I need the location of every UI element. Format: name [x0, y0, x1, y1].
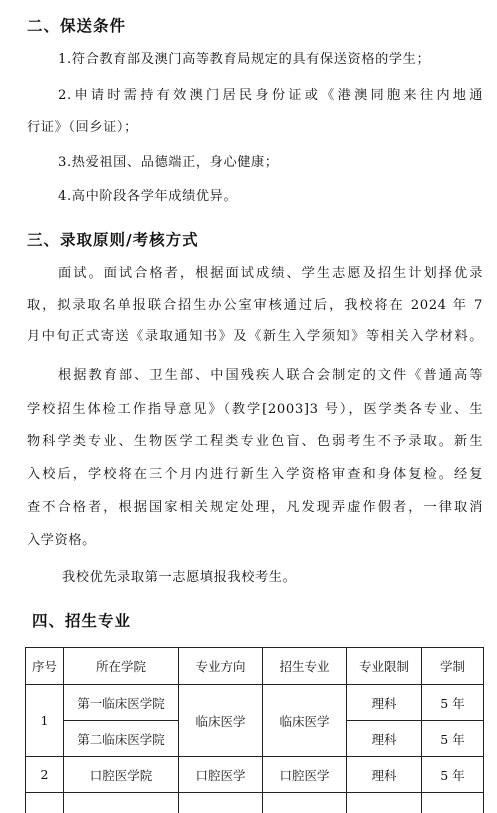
condition-item-2-cont: 行证》（回乡证）； [27, 118, 483, 138]
cell-direction: 口腔医学 [179, 757, 263, 793]
condition-item-2: 2.申请时需持有效澳门居民身份证或《港澳同胞来往内地通 [58, 86, 483, 106]
condition-item-4: 4.高中阶段各学年成绩优异。 [58, 187, 483, 207]
cell-major: 口腔医学 [263, 757, 347, 793]
cell-college: 口腔医学院 [64, 757, 179, 793]
section-3-heading: 三、录取原则/考核方式 [27, 228, 199, 250]
header-years: 学制 [422, 648, 484, 685]
table-row [26, 757, 484, 793]
cell-limit: 理科 [347, 685, 422, 721]
header-no: 序号 [26, 648, 64, 685]
section-4-heading: 四、招生专业 [32, 609, 131, 631]
cell-no: 2 [26, 757, 64, 793]
para2-line-2: 学校招生体检工作指导意见》（教学[2003]3 号），医学类各专业、生 [27, 400, 483, 420]
majors-table [25, 647, 484, 813]
para2-line-1: 根据教育部、卫生部、中国残疾人联合会制定的文件《普通高等 [58, 366, 483, 386]
para2-line-6: 入学资格。 [27, 531, 483, 551]
cell-no: 1 [26, 685, 64, 757]
para1-line-3: 月中旬正式寄送《录取通知书》及《新生入学须知》等相关入学材料。 [27, 327, 483, 347]
cell-limit: 理科 [347, 757, 422, 793]
table-row-partial [26, 793, 484, 813]
cell-years: 5 年 [422, 685, 484, 721]
header-limit: 专业限制 [347, 648, 422, 685]
para2-line-3: 物科学类专业、生物医学工程类专业色盲、色弱考生不予录取。新生 [27, 432, 483, 452]
para1-line-2: 取，拟录取名单报联合招生办公室审核通过后，我校将在 2024 年 7 [27, 296, 483, 316]
header-major: 招生专业 [263, 648, 347, 685]
cell-college: 第一临床医学院 [64, 685, 179, 721]
cell-years: 5 年 [422, 757, 484, 793]
para1-line-1: 面试。面试合格者，根据面试成绩、学生志愿及招生计划择优录 [58, 264, 483, 284]
header-college: 所在学院 [64, 648, 179, 685]
header-direction: 专业方向 [179, 648, 263, 685]
cell-direction: 临床医学 [179, 685, 263, 757]
table-header-row [26, 648, 484, 685]
condition-item-1: 1.符合教育部及澳门高等教育局规定的具有保送资格的学生； [58, 50, 483, 70]
para2-line-5: 查不合格者，根据国家相关规定处理，凡发现弄虚作假者，一律取消 [27, 498, 483, 518]
para3: 我校优先录取第一志愿填报我校考生。 [62, 568, 483, 588]
cell-college: 第二临床医学院 [64, 721, 179, 757]
cell-limit: 理科 [347, 721, 422, 757]
table-row [26, 685, 484, 721]
para2-line-4: 入校后，学校将在三个月内进行新生入学资格审查和身体复检。经复 [27, 465, 483, 485]
condition-item-3: 3.热爱祖国、品德端正，身心健康； [58, 153, 483, 173]
section-2-heading: 二、保送条件 [27, 14, 126, 36]
cell-years: 5 年 [422, 721, 484, 757]
cell-major: 临床医学 [263, 685, 347, 757]
